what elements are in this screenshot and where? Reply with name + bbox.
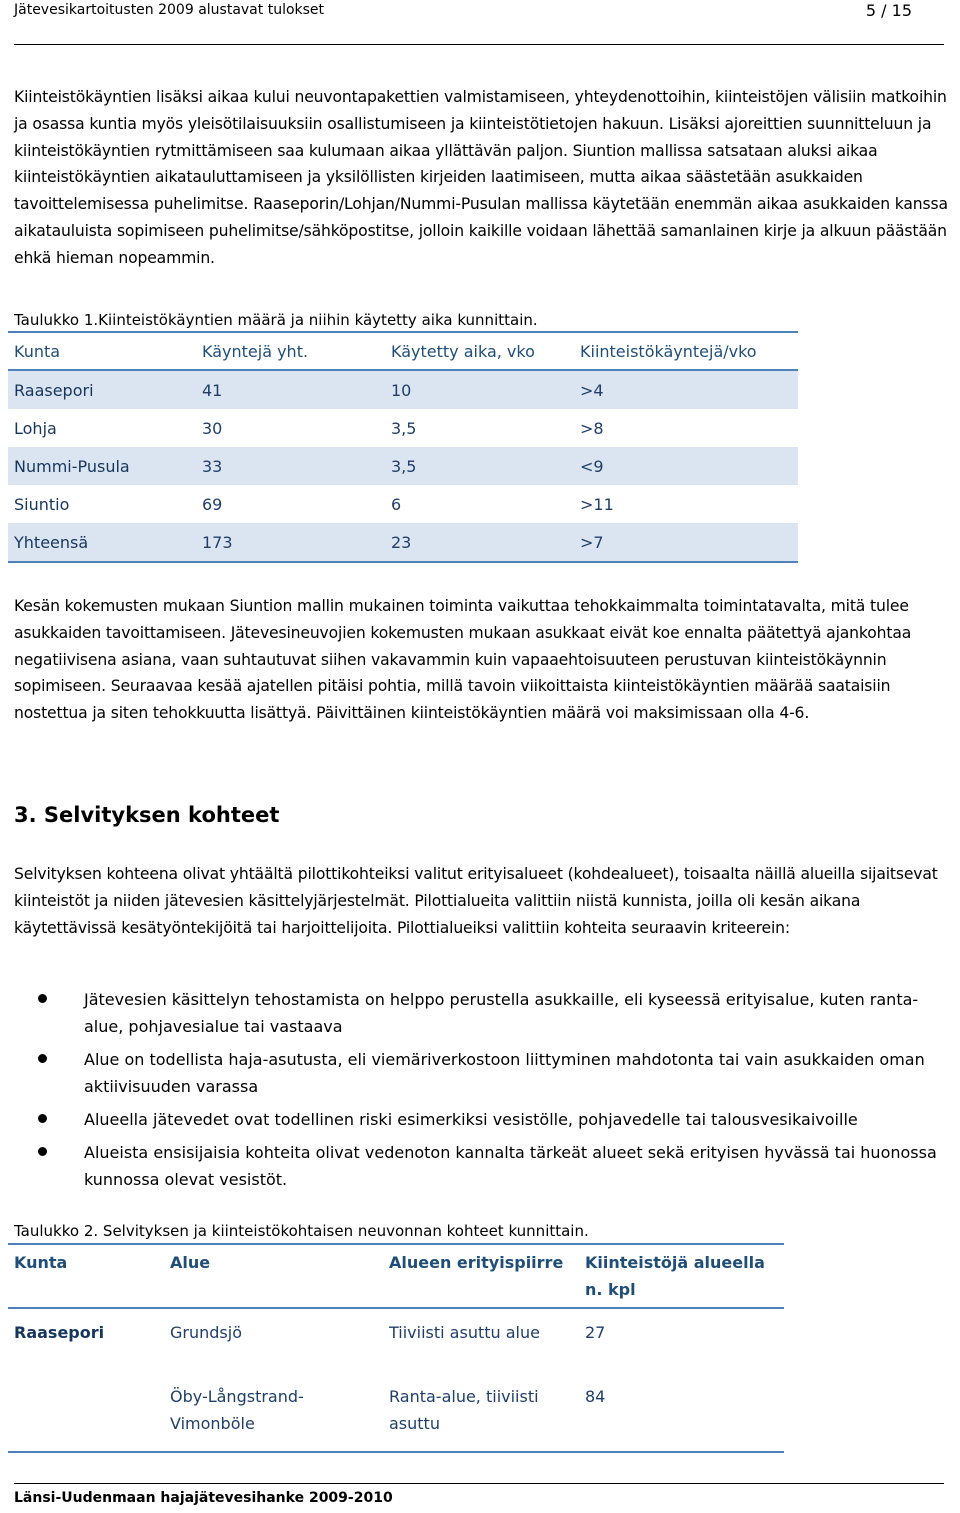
list-item	[14, 1106, 949, 1133]
table-study-areas	[8, 1243, 784, 1453]
footer-text: Länsi-Uudenmaan hajajätevesihanke 2009-2010	[14, 1490, 393, 1506]
cell-kunta: Raasepori	[8, 370, 196, 409]
cell-visits-per-week: >8	[580, 418, 604, 438]
cell-kunta	[8, 1379, 164, 1452]
column-header-visits-per-week: Kiinteistökäyntejä/vko	[574, 332, 798, 370]
cell-feature: Ranta-alue, tiiviisti asuttu	[383, 1379, 579, 1452]
column-header-kunta: Kunta	[8, 1244, 164, 1308]
list-item-text: Alueella jätevedet ovat todellinen riski esimerkiksi vesistölle, pohjavedelle tai talousvesikaivoille	[84, 1110, 858, 1129]
list-item-text: Jätevesien käsittelyn tehostamista on helppo perustella asukkaille, eli kyseessä erityisalue, kuten ranta-alue, pohjavesialue tai vastaava	[84, 990, 919, 1036]
cell-kunta: Raasepori	[14, 1323, 105, 1342]
criteria-list	[14, 986, 949, 1199]
table-row-total	[8, 523, 798, 562]
table-row	[8, 1379, 784, 1452]
table1-caption: Taulukko 1.Kiinteistökäyntien määrä ja niihin käytetty aika kunnittain.	[14, 311, 538, 329]
cell-visits-per-week: >4	[574, 370, 798, 409]
column-header-properties: Kiinteistöjä alueella n. kpl	[579, 1244, 784, 1308]
cell-time: 6	[391, 494, 402, 514]
table-row	[8, 1308, 784, 1379]
column-header-time: Käytetty aika, vko	[385, 332, 574, 370]
document-title: Jätevesikartoitusten 2009 alustavat tulokset	[14, 2, 325, 18]
bullet-icon	[38, 1054, 47, 1063]
cell-properties: 84	[579, 1379, 784, 1452]
page-footer	[14, 1483, 944, 1506]
table-header-row	[8, 1244, 784, 1308]
cell-properties: 27	[585, 1323, 606, 1342]
page-header	[14, 0, 944, 45]
cell-time: 3,5	[391, 418, 417, 438]
cell-visits-per-week: >7	[574, 523, 798, 562]
list-item-text: Alue on todellista haja-asutusta, eli viemäriverkostoon liittyminen mahdotonta tai vain asukkaiden oman aktiivisuuden varassa	[84, 1050, 925, 1096]
cell-visits-per-week: <9	[574, 447, 798, 485]
cell-feature: Tiiviisti asuttu alue	[389, 1323, 540, 1342]
page-number: 5 / 15	[865, 1, 912, 20]
cell-area: Öby-Långstrand-Vimonböle	[164, 1379, 383, 1452]
table-visits-per-municipality	[8, 331, 798, 563]
paragraph-time-use: Kiinteistökäyntien lisäksi aikaa kului neuvontapakettien valmistamiseen, yhteydenottoihin, kiinteistöjen välisiin matkoihin ja osassa kuntia myös yleisötilaisuuksiin osallistumiseen ja kiinteistötietojen hakuun. Lisäksi ajoreittien suunnitteluun ja kiinteistökäyntien rytmittämiseen saa kulumaan aikaa yllättävän paljon. Siuntion mallissa satsataan aluksi aikaa kiinteistökäyntien aikatauluttamiseen ja yksilöllisten kirjeiden laatimiseen, mutta aikaa säästetään asukkaiden tavoittelemisessa puhelimitse. Raaseporin/Lohjan/Nummi-Pusulan mallissa käytetään enemmän aikaa asukkaiden kanssa aikatauluista sopimiseen puhelimitse/sähköpostitse, jolloin kaikille voidaan lähettää samanlainen kirje ja alkuun päästään ehkä hieman nopeammin.	[14, 88, 948, 267]
table-row	[8, 409, 798, 447]
cell-visits-per-week: >11	[580, 494, 614, 514]
cell-visits: 33	[196, 447, 385, 485]
bullet-icon	[38, 1147, 47, 1156]
paragraph-study-targets: Selvityksen kohteena olivat yhtäältä pilottikohteiksi valitut erityisalueet (kohdealueet), toisaalta näillä alueilla sijaitsevat kiinteistöt ja niiden jätevesien käsittelyjärjestelmät. Pilottialueita valittiin niistä kunnista, joilla oli kesän aikana käytettävissä kesätyöntekijöitä tai harjoittelijoita. Pilottialueiksi valittiin kohteita seuraavin kriteerein:	[14, 865, 938, 937]
cell-visits: 173	[196, 523, 385, 562]
cell-area: Grundsjö	[170, 1323, 242, 1342]
list-item	[14, 1139, 949, 1193]
table-row	[8, 447, 798, 485]
cell-kunta: Siuntio	[14, 494, 70, 514]
cell-kunta: Nummi-Pusula	[8, 447, 196, 485]
list-item	[14, 986, 949, 1040]
bullet-icon	[38, 994, 47, 1003]
cell-time: 3,5	[385, 447, 574, 485]
cell-visits: 41	[196, 370, 385, 409]
table-header-row	[8, 332, 798, 370]
column-header-kunta: Kunta	[8, 332, 196, 370]
table-row	[8, 370, 798, 409]
column-header-area: Alue	[164, 1244, 383, 1308]
paragraph-experiences: Kesän kokemusten mukaan Siuntion mallin mukainen toiminta vaikuttaa tehokkaimmalta toimintatavalta, mitä tulee asukkaiden tavoittamiseen. Jätevesineuvojien kokemusten mukaan asukkaat eivät koe ennalta päätettyä ajankohtaa negatiivisena asiana, vaan suhtautuvat siihen vakavammin kuin vapaaehtoisuuteen perustuvan kiinteistökäynnin sopimiseen. Seuraavaa kesää ajatellen pitäisi pohtia, millä tavoin viikoittaista kiinteistökäyntien määrää saataisiin nostettua ja siten tehokkuutta lisättyä. Päivittäinen kiinteistökäyntien määrä voi maksimissaan olla 4-6.	[14, 597, 912, 723]
list-item-text: Alueista ensisijaisia kohteita olivat vedenoton kannalta tärkeät alueet sekä erityisen hyvässä tai huonossa kunnossa olevat vesistöt.	[84, 1143, 937, 1189]
table2-caption: Taulukko 2. Selvityksen ja kiinteistökohtaisen neuvonnan kohteet kunnittain.	[14, 1222, 589, 1240]
list-item	[14, 1046, 949, 1100]
cell-time: 10	[385, 370, 574, 409]
cell-visits: 30	[202, 418, 223, 438]
column-header-visits: Käyntejä yht.	[196, 332, 385, 370]
cell-kunta: Yhteensä	[8, 523, 196, 562]
cell-kunta: Lohja	[14, 418, 57, 438]
cell-time: 23	[385, 523, 574, 562]
table-row	[8, 485, 798, 523]
column-header-feature: Alueen erityispiirre	[383, 1244, 579, 1308]
section-heading: 3. Selvityksen kohteet	[14, 803, 280, 827]
bullet-icon	[38, 1114, 47, 1123]
cell-visits: 69	[202, 494, 223, 514]
